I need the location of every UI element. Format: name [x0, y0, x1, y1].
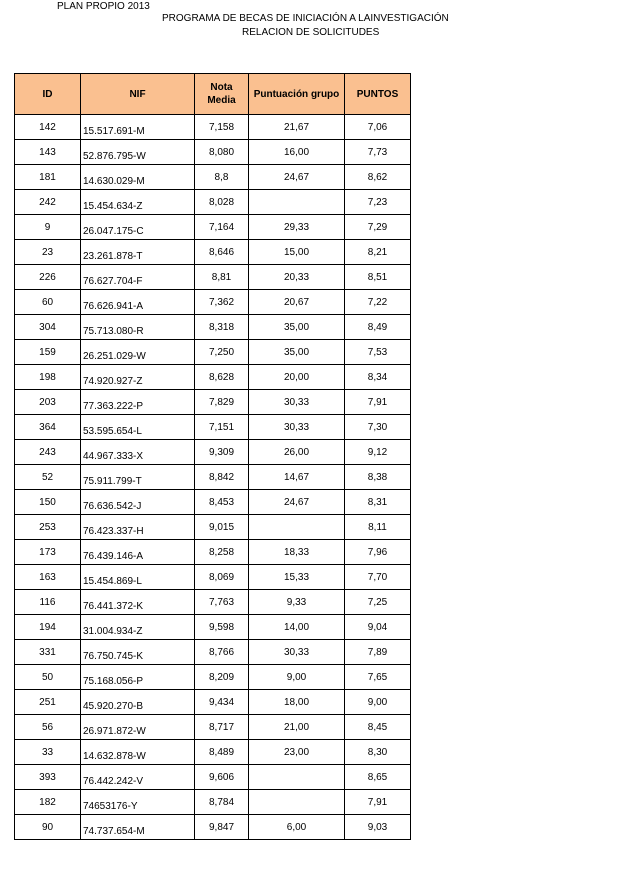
- cell-nif: 31.004.934-Z: [81, 615, 195, 640]
- cell-nota-media: 8,784: [195, 790, 249, 815]
- table-row: [15, 415, 411, 440]
- cell-puntos: 7,91: [345, 390, 411, 415]
- cell-puntos: 7,65: [345, 665, 411, 690]
- table-body: [15, 115, 411, 840]
- cell-id: 242: [15, 190, 81, 215]
- cell-puntuacion-grupo: 30,33: [249, 415, 345, 440]
- cell-puntos: 7,29: [345, 215, 411, 240]
- cell-puntos: 7,25: [345, 590, 411, 615]
- cell-nota-media: 8,080: [195, 140, 249, 165]
- table-row: [15, 365, 411, 390]
- cell-nif: 45.920.270-B: [81, 690, 195, 715]
- cell-nif: 15.454.634-Z: [81, 190, 195, 215]
- table-row: [15, 390, 411, 415]
- col-header-nif: NIF: [81, 74, 195, 115]
- cell-puntos: 7,30: [345, 415, 411, 440]
- cell-nif: 76.626.941-A: [81, 290, 195, 315]
- table-row: [15, 665, 411, 690]
- cell-puntuacion-grupo: 20,67: [249, 290, 345, 315]
- cell-puntuacion-grupo: 23,00: [249, 740, 345, 765]
- cell-id: 56: [15, 715, 81, 740]
- cell-puntuacion-grupo: 20,00: [249, 365, 345, 390]
- cell-nif: 26.251.029-W: [81, 340, 195, 365]
- cell-puntos: 8,38: [345, 465, 411, 490]
- cell-nif: 26.971.872-W: [81, 715, 195, 740]
- cell-nota-media: 8,8: [195, 165, 249, 190]
- cell-nota-media: 9,015: [195, 515, 249, 540]
- table-row: [15, 715, 411, 740]
- cell-id: 159: [15, 340, 81, 365]
- cell-puntos: 8,45: [345, 715, 411, 740]
- cell-puntuacion-grupo: 29,33: [249, 215, 345, 240]
- cell-puntuacion-grupo: 20,33: [249, 265, 345, 290]
- cell-nif: 77.363.222-P: [81, 390, 195, 415]
- cell-id: 23: [15, 240, 81, 265]
- col-header-nota-media: Nota Media: [195, 74, 249, 115]
- cell-id: 9: [15, 215, 81, 240]
- cell-puntos: 9,12: [345, 440, 411, 465]
- cell-puntos: 9,03: [345, 815, 411, 840]
- cell-nota-media: 7,829: [195, 390, 249, 415]
- table-row: [15, 440, 411, 465]
- cell-nif: 14.630.029-M: [81, 165, 195, 190]
- cell-id: 304: [15, 315, 81, 340]
- cell-nif: 75.168.056-P: [81, 665, 195, 690]
- cell-puntuacion-grupo: 14,00: [249, 615, 345, 640]
- cell-puntuacion-grupo: 9,33: [249, 590, 345, 615]
- table-row: [15, 565, 411, 590]
- cell-nif: 74.920.927-Z: [81, 365, 195, 390]
- cell-id: 182: [15, 790, 81, 815]
- cell-puntuacion-grupo: [249, 790, 345, 815]
- cell-nota-media: 9,606: [195, 765, 249, 790]
- table-row: [15, 690, 411, 715]
- cell-id: 251: [15, 690, 81, 715]
- cell-nif: 15.517.691-M: [81, 115, 195, 140]
- program-title: PROGRAMA DE BECAS DE INICIACIÓN A LAINVESTIGACIÓN: [162, 13, 449, 24]
- cell-puntuacion-grupo: 30,33: [249, 640, 345, 665]
- table-row: [15, 340, 411, 365]
- cell-puntos: 7,23: [345, 190, 411, 215]
- table-row: [15, 590, 411, 615]
- cell-puntos: 8,11: [345, 515, 411, 540]
- col-header-puntos: PUNTOS: [345, 74, 411, 115]
- cell-nota-media: 7,151: [195, 415, 249, 440]
- cell-puntuacion-grupo: 24,67: [249, 165, 345, 190]
- cell-puntos: 8,31: [345, 490, 411, 515]
- table-row: [15, 265, 411, 290]
- list-title: RELACION DE SOLICITUDES: [242, 27, 380, 38]
- cell-puntuacion-grupo: [249, 190, 345, 215]
- cell-id: 142: [15, 115, 81, 140]
- cell-nota-media: 7,763: [195, 590, 249, 615]
- cell-puntos: 7,91: [345, 790, 411, 815]
- table-row: [15, 215, 411, 240]
- cell-nif: 76.627.704-F: [81, 265, 195, 290]
- cell-puntos: 8,30: [345, 740, 411, 765]
- table-row: [15, 640, 411, 665]
- cell-puntuacion-grupo: 6,00: [249, 815, 345, 840]
- cell-nif: 14.632.878-W: [81, 740, 195, 765]
- cell-nota-media: 8,489: [195, 740, 249, 765]
- cell-id: 116: [15, 590, 81, 615]
- cell-nif: 76.439.146-A: [81, 540, 195, 565]
- cell-puntos: 8,65: [345, 765, 411, 790]
- cell-id: 163: [15, 565, 81, 590]
- cell-id: 90: [15, 815, 81, 840]
- cell-id: 173: [15, 540, 81, 565]
- applications-table: [14, 73, 411, 840]
- table-row: [15, 815, 411, 840]
- cell-nif: 44.967.333-X: [81, 440, 195, 465]
- cell-id: 243: [15, 440, 81, 465]
- cell-puntuacion-grupo: 21,67: [249, 115, 345, 140]
- table-row: [15, 165, 411, 190]
- table-row: [15, 515, 411, 540]
- cell-puntuacion-grupo: 15,00: [249, 240, 345, 265]
- table-row: [15, 465, 411, 490]
- cell-nif: 75.911.799-T: [81, 465, 195, 490]
- cell-id: 33: [15, 740, 81, 765]
- table-header-row: [15, 74, 411, 115]
- cell-puntuacion-grupo: 26,00: [249, 440, 345, 465]
- cell-nota-media: 9,847: [195, 815, 249, 840]
- cell-puntuacion-grupo: [249, 515, 345, 540]
- cell-nota-media: 8,766: [195, 640, 249, 665]
- cell-puntuacion-grupo: 14,67: [249, 465, 345, 490]
- cell-nota-media: 8,842: [195, 465, 249, 490]
- cell-nif: 15.454.869-L: [81, 565, 195, 590]
- cell-nota-media: 8,453: [195, 490, 249, 515]
- cell-nif: 26.047.175-C: [81, 215, 195, 240]
- cell-puntuacion-grupo: 18,00: [249, 690, 345, 715]
- cell-id: 50: [15, 665, 81, 690]
- table-row: [15, 240, 411, 265]
- cell-id: 52: [15, 465, 81, 490]
- cell-id: 203: [15, 390, 81, 415]
- cell-nota-media: 8,717: [195, 715, 249, 740]
- cell-puntos: 8,21: [345, 240, 411, 265]
- cell-nota-media: 8,646: [195, 240, 249, 265]
- cell-id: 393: [15, 765, 81, 790]
- cell-puntuacion-grupo: [249, 765, 345, 790]
- cell-nota-media: 8,318: [195, 315, 249, 340]
- table-row: [15, 315, 411, 340]
- cell-puntuacion-grupo: 15,33: [249, 565, 345, 590]
- table-row: [15, 540, 411, 565]
- cell-nif: 23.261.878-T: [81, 240, 195, 265]
- cell-nif: 76.441.372-K: [81, 590, 195, 615]
- table-row: [15, 490, 411, 515]
- col-header-puntuacion-grupo: Puntuación grupo: [249, 74, 345, 115]
- cell-puntos: 7,53: [345, 340, 411, 365]
- cell-puntuacion-grupo: 35,00: [249, 340, 345, 365]
- table-row: [15, 290, 411, 315]
- cell-puntos: 8,34: [345, 365, 411, 390]
- cell-nota-media: 9,434: [195, 690, 249, 715]
- cell-nota-media: 9,598: [195, 615, 249, 640]
- cell-puntos: 8,51: [345, 265, 411, 290]
- cell-puntos: 7,22: [345, 290, 411, 315]
- cell-id: 181: [15, 165, 81, 190]
- table-row: [15, 115, 411, 140]
- cell-nota-media: 9,309: [195, 440, 249, 465]
- cell-nif: 53.595.654-L: [81, 415, 195, 440]
- cell-nif: 75.713.080-R: [81, 315, 195, 340]
- cell-nota-media: 8,069: [195, 565, 249, 590]
- cell-nota-media: 7,158: [195, 115, 249, 140]
- table-row: [15, 740, 411, 765]
- cell-puntos: 8,49: [345, 315, 411, 340]
- cell-nif: 52.876.795-W: [81, 140, 195, 165]
- table-row: [15, 615, 411, 640]
- cell-id: 143: [15, 140, 81, 165]
- cell-puntuacion-grupo: 16,00: [249, 140, 345, 165]
- cell-nota-media: 7,164: [195, 215, 249, 240]
- cell-nif: 76.442.242-V: [81, 765, 195, 790]
- table-row: [15, 790, 411, 815]
- cell-puntos: 7,73: [345, 140, 411, 165]
- cell-nota-media: 7,250: [195, 340, 249, 365]
- cell-puntuacion-grupo: 21,00: [249, 715, 345, 740]
- cell-nif: 76.750.745-K: [81, 640, 195, 665]
- cell-puntos: 7,70: [345, 565, 411, 590]
- cell-id: 60: [15, 290, 81, 315]
- table-row: [15, 140, 411, 165]
- cell-nif: 76.423.337-H: [81, 515, 195, 540]
- cell-nif: 76.636.542-J: [81, 490, 195, 515]
- cell-id: 364: [15, 415, 81, 440]
- table-row: [15, 190, 411, 215]
- cell-puntos: 7,06: [345, 115, 411, 140]
- cell-puntos: 8,62: [345, 165, 411, 190]
- cell-id: 194: [15, 615, 81, 640]
- plan-title: PLAN PROPIO 2013: [57, 1, 150, 12]
- cell-puntos: 9,00: [345, 690, 411, 715]
- cell-nota-media: 8,209: [195, 665, 249, 690]
- cell-id: 253: [15, 515, 81, 540]
- cell-nota-media: 8,258: [195, 540, 249, 565]
- cell-puntuacion-grupo: 18,33: [249, 540, 345, 565]
- cell-puntos: 7,96: [345, 540, 411, 565]
- cell-id: 150: [15, 490, 81, 515]
- cell-id: 331: [15, 640, 81, 665]
- cell-id: 226: [15, 265, 81, 290]
- col-header-id: ID: [15, 74, 81, 115]
- cell-nota-media: 7,362: [195, 290, 249, 315]
- cell-id: 198: [15, 365, 81, 390]
- cell-puntos: 9,04: [345, 615, 411, 640]
- cell-nif: 74653176-Y: [81, 790, 195, 815]
- cell-puntuacion-grupo: 9,00: [249, 665, 345, 690]
- cell-nota-media: 8,81: [195, 265, 249, 290]
- cell-nota-media: 8,628: [195, 365, 249, 390]
- table-row: [15, 765, 411, 790]
- cell-puntuacion-grupo: 30,33: [249, 390, 345, 415]
- cell-nota-media: 8,028: [195, 190, 249, 215]
- cell-nif: 74.737.654-M: [81, 815, 195, 840]
- cell-puntuacion-grupo: 24,67: [249, 490, 345, 515]
- cell-puntos: 7,89: [345, 640, 411, 665]
- cell-puntuacion-grupo: 35,00: [249, 315, 345, 340]
